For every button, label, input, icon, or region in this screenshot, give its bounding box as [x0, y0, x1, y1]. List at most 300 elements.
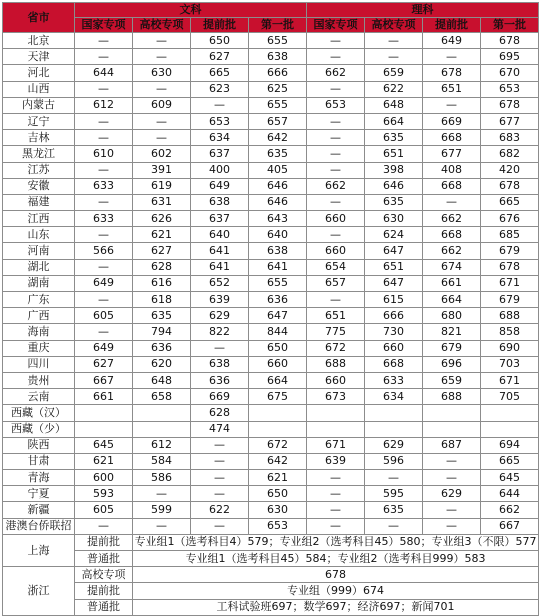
table-body — [3, 33, 539, 616]
score-cell-arts-early: 652 — [191, 275, 249, 291]
score-cell-science-early: 661 — [423, 275, 481, 291]
score-cell-arts-first: 653 — [249, 518, 307, 534]
province-name: 江苏 — [3, 162, 75, 178]
score-cell-science-university: 630 — [365, 211, 423, 227]
score-cell-arts-national: — — [75, 324, 133, 340]
score-cell-arts-national — [75, 405, 133, 421]
province-name: 广东 — [3, 292, 75, 308]
score-cell-science-university: 635 — [365, 194, 423, 210]
score-cell-science-university: 646 — [365, 178, 423, 194]
table-row — [3, 259, 539, 275]
score-cell-science-early: 696 — [423, 356, 481, 372]
province-name: 广西 — [3, 308, 75, 324]
score-cell-science-national: — — [307, 194, 365, 210]
score-cell-arts-national: — — [75, 292, 133, 308]
score-cell-science-first: 671 — [481, 372, 539, 388]
score-cell-science-university: — — [365, 33, 423, 49]
score-cell-science-first: 694 — [481, 437, 539, 453]
score-cell-arts-university: 626 — [133, 211, 191, 227]
score-cell-arts-early: 638 — [191, 194, 249, 210]
score-cell-arts-first: 646 — [249, 194, 307, 210]
province-name: 云南 — [3, 389, 75, 405]
score-cell-science-early: 662 — [423, 211, 481, 227]
score-cell-arts-first: 650 — [249, 340, 307, 356]
table-row — [3, 97, 539, 113]
score-cell-science-early: — — [423, 518, 481, 534]
score-cell-arts-early: 669 — [191, 389, 249, 405]
province-name: 宁夏 — [3, 486, 75, 502]
score-cell-arts-early: 628 — [191, 405, 249, 421]
score-cell-science-national: — — [307, 49, 365, 65]
score-cell-arts-early: 637 — [191, 211, 249, 227]
zhejiang-regular-note: 工科试验班697；数学697；经济697；新闻701 — [133, 599, 539, 615]
header-science-early: 提前批 — [423, 18, 481, 33]
score-cell-arts-national: 667 — [75, 372, 133, 388]
score-cell-science-early: — — [423, 49, 481, 65]
score-cell-science-first: 678 — [481, 97, 539, 113]
score-cell-science-national: — — [307, 292, 365, 308]
score-cell-arts-national: — — [75, 194, 133, 210]
table-row — [3, 243, 539, 259]
header-arts-first: 第一批 — [249, 18, 307, 33]
score-cell-arts-national: 627 — [75, 356, 133, 372]
shanghai-regular-label: 普通批 — [75, 551, 133, 567]
score-cell-science-first: 679 — [481, 292, 539, 308]
zhejiang-university-label: 高校专项 — [75, 567, 133, 583]
score-cell-science-early: 677 — [423, 146, 481, 162]
score-cell-science-national: — — [307, 502, 365, 518]
score-cell-arts-national: 610 — [75, 146, 133, 162]
score-cell-arts-early: — — [191, 97, 249, 113]
score-cell-science-university: 635 — [365, 502, 423, 518]
header-group-science: 理科 — [307, 3, 539, 18]
score-cell-science-national: 657 — [307, 275, 365, 291]
score-cell-arts-university: 794 — [133, 324, 191, 340]
province-name: 江西 — [3, 211, 75, 227]
score-cell-arts-early: 636 — [191, 372, 249, 388]
score-cell-arts-first: 638 — [249, 49, 307, 65]
score-cell-science-national — [307, 421, 365, 437]
score-cell-science-national: — — [307, 113, 365, 129]
table-row — [3, 227, 539, 243]
table-row — [3, 81, 539, 97]
score-cell-science-university — [365, 421, 423, 437]
score-cell-arts-first: 655 — [249, 97, 307, 113]
score-cell-arts-first — [249, 421, 307, 437]
score-cell-science-early: 649 — [423, 33, 481, 49]
table-row — [3, 372, 539, 388]
score-cell-science-first: 645 — [481, 470, 539, 486]
score-cell-science-national: — — [307, 470, 365, 486]
score-cell-science-first: 690 — [481, 340, 539, 356]
province-name: 山东 — [3, 227, 75, 243]
score-cell-arts-first: 666 — [249, 65, 307, 81]
score-cell-arts-early: 640 — [191, 227, 249, 243]
score-cell-arts-national: 566 — [75, 243, 133, 259]
score-cell-arts-university: 612 — [133, 437, 191, 453]
score-cell-arts-university: 586 — [133, 470, 191, 486]
score-cell-science-national: 775 — [307, 324, 365, 340]
header-science-national: 国家专项 — [307, 18, 365, 33]
zhejiang-university-note: 678 — [133, 567, 539, 583]
score-cell-arts-early: 653 — [191, 113, 249, 129]
score-cell-science-early: 679 — [423, 340, 481, 356]
score-cell-arts-early: 649 — [191, 178, 249, 194]
score-cell-science-first: 695 — [481, 49, 539, 65]
score-cell-arts-national: 621 — [75, 453, 133, 469]
score-cell-science-national: — — [307, 486, 365, 502]
province-name: 贵州 — [3, 372, 75, 388]
shanghai-regular-note: 专业组1（选考科目45）584；专业组2（选考科目999）583 — [133, 551, 539, 567]
score-cell-science-first: 420 — [481, 162, 539, 178]
score-cell-arts-first: 638 — [249, 243, 307, 259]
score-cell-arts-early: 474 — [191, 421, 249, 437]
score-cell-arts-first: 675 — [249, 389, 307, 405]
province-name: 河南 — [3, 243, 75, 259]
score-cell-science-early — [423, 421, 481, 437]
province-name: 重庆 — [3, 340, 75, 356]
table-row — [3, 437, 539, 453]
score-cell-arts-university: 619 — [133, 178, 191, 194]
table-row — [3, 389, 539, 405]
score-cell-science-early: 629 — [423, 486, 481, 502]
score-cell-science-national: 660 — [307, 243, 365, 259]
score-cell-science-university: 664 — [365, 113, 423, 129]
score-cell-arts-university: — — [133, 518, 191, 534]
header-row-groups — [3, 3, 539, 18]
score-cell-science-first: 679 — [481, 243, 539, 259]
province-name: 河北 — [3, 65, 75, 81]
score-cell-science-early: 662 — [423, 243, 481, 259]
score-cell-arts-first: 635 — [249, 146, 307, 162]
score-cell-arts-university: 391 — [133, 162, 191, 178]
table-row — [3, 65, 539, 81]
score-cell-science-first: 858 — [481, 324, 539, 340]
province-name: 吉林 — [3, 130, 75, 146]
score-cell-science-first: 682 — [481, 146, 539, 162]
score-cell-science-university: 629 — [365, 437, 423, 453]
score-cell-arts-early: — — [191, 453, 249, 469]
score-cell-science-university: 398 — [365, 162, 423, 178]
score-cell-science-university: 596 — [365, 453, 423, 469]
score-cell-arts-first: 655 — [249, 33, 307, 49]
score-cell-arts-first: 642 — [249, 130, 307, 146]
score-cell-arts-first: 660 — [249, 356, 307, 372]
score-cell-arts-university: 628 — [133, 259, 191, 275]
score-cell-science-national: — — [307, 162, 365, 178]
table-row — [3, 356, 539, 372]
score-cell-arts-university: 621 — [133, 227, 191, 243]
province-name: 内蒙古 — [3, 97, 75, 113]
score-cell-science-early: — — [423, 502, 481, 518]
score-cell-science-national: 662 — [307, 178, 365, 194]
zhejiang-regular-label: 普通批 — [75, 599, 133, 615]
score-cell-science-national: 639 — [307, 453, 365, 469]
table-row — [3, 211, 539, 227]
shanghai-early-label: 提前批 — [75, 534, 133, 550]
score-cell-arts-first: 655 — [249, 275, 307, 291]
score-cell-science-university: — — [365, 518, 423, 534]
score-cell-science-first: 683 — [481, 130, 539, 146]
table-row — [3, 405, 539, 421]
zhejiang-early-label: 提前批 — [75, 583, 133, 599]
score-cell-arts-national: 605 — [75, 502, 133, 518]
score-cell-science-university: 651 — [365, 259, 423, 275]
score-cell-arts-first: 647 — [249, 308, 307, 324]
score-cell-arts-first: 657 — [249, 113, 307, 129]
score-cell-arts-first: 625 — [249, 81, 307, 97]
score-cell-science-national: — — [307, 227, 365, 243]
province-name: 北京 — [3, 33, 75, 49]
score-cell-science-early: 651 — [423, 81, 481, 97]
score-cell-science-early: 668 — [423, 227, 481, 243]
score-cell-arts-national: 644 — [75, 65, 133, 81]
province-name: 天津 — [3, 49, 75, 65]
province-name: 山西 — [3, 81, 75, 97]
score-cell-arts-early: — — [191, 437, 249, 453]
score-cell-science-early: 669 — [423, 113, 481, 129]
score-cell-science-early: 688 — [423, 389, 481, 405]
score-cell-arts-first: 405 — [249, 162, 307, 178]
score-cell-science-university: 668 — [365, 356, 423, 372]
score-cell-arts-university: 602 — [133, 146, 191, 162]
shanghai-row-regular — [3, 551, 539, 567]
score-cell-science-first: 677 — [481, 113, 539, 129]
score-cell-arts-national: — — [75, 81, 133, 97]
score-cell-arts-early: 638 — [191, 356, 249, 372]
table-row — [3, 49, 539, 65]
table-row — [3, 130, 539, 146]
score-cell-arts-first — [249, 405, 307, 421]
score-cell-arts-early: 637 — [191, 146, 249, 162]
score-cell-science-national: 660 — [307, 372, 365, 388]
score-cell-arts-university: — — [133, 113, 191, 129]
province-name: 西藏（汉） — [3, 405, 75, 421]
score-cell-science-university: 634 — [365, 389, 423, 405]
score-cell-science-university: 615 — [365, 292, 423, 308]
score-cell-arts-university: — — [133, 486, 191, 502]
score-cell-arts-first: 621 — [249, 470, 307, 486]
score-cell-science-early: 408 — [423, 162, 481, 178]
score-cell-arts-national — [75, 421, 133, 437]
province-name: 新疆 — [3, 502, 75, 518]
score-cell-arts-first: 672 — [249, 437, 307, 453]
score-cell-science-early — [423, 405, 481, 421]
score-cell-science-first: 653 — [481, 81, 539, 97]
score-cell-science-first: 670 — [481, 65, 539, 81]
header-arts-early: 提前批 — [191, 18, 249, 33]
score-cell-science-university: 622 — [365, 81, 423, 97]
score-cell-science-university: 648 — [365, 97, 423, 113]
score-cell-arts-first: 643 — [249, 211, 307, 227]
table-row — [3, 162, 539, 178]
score-cell-arts-university: 599 — [133, 502, 191, 518]
province-name: 海南 — [3, 324, 75, 340]
score-cell-arts-first: 664 — [249, 372, 307, 388]
score-cell-science-early: 678 — [423, 65, 481, 81]
score-cell-arts-first: 844 — [249, 324, 307, 340]
province-zhejiang: 浙江 — [3, 567, 75, 616]
score-cell-arts-university: 584 — [133, 453, 191, 469]
score-cell-science-first: 671 — [481, 275, 539, 291]
score-cell-science-national: — — [307, 146, 365, 162]
table-row — [3, 470, 539, 486]
score-cell-science-national: — — [307, 518, 365, 534]
score-cell-arts-national: — — [75, 49, 133, 65]
score-cell-arts-national: — — [75, 259, 133, 275]
header-arts-national: 国家专项 — [75, 18, 133, 33]
score-cell-arts-national: — — [75, 33, 133, 49]
score-cell-arts-national: — — [75, 227, 133, 243]
table-row — [3, 146, 539, 162]
score-cell-arts-early: 634 — [191, 130, 249, 146]
score-cell-arts-early: — — [191, 486, 249, 502]
score-cell-science-early: 674 — [423, 259, 481, 275]
shanghai-row-early — [3, 534, 539, 550]
score-cell-arts-first: 641 — [249, 259, 307, 275]
score-cell-arts-university: 648 — [133, 372, 191, 388]
score-cell-arts-early: 641 — [191, 259, 249, 275]
score-cell-arts-university — [133, 405, 191, 421]
score-cell-arts-national: — — [75, 518, 133, 534]
score-cell-arts-university: 658 — [133, 389, 191, 405]
admission-score-table — [2, 2, 539, 616]
score-cell-science-first: 676 — [481, 211, 539, 227]
zhejiang-row-regular — [3, 599, 539, 615]
table-row — [3, 308, 539, 324]
score-cell-arts-first: 646 — [249, 178, 307, 194]
table-row — [3, 453, 539, 469]
score-cell-arts-university: 635 — [133, 308, 191, 324]
score-cell-arts-university — [133, 421, 191, 437]
table-row — [3, 194, 539, 210]
province-name: 福建 — [3, 194, 75, 210]
score-cell-science-university: 647 — [365, 243, 423, 259]
score-cell-arts-university: 627 — [133, 243, 191, 259]
score-cell-science-national: 688 — [307, 356, 365, 372]
score-cell-science-national: 654 — [307, 259, 365, 275]
table-row — [3, 502, 539, 518]
table-row — [3, 324, 539, 340]
score-cell-science-first: 662 — [481, 502, 539, 518]
score-cell-arts-university: 620 — [133, 356, 191, 372]
score-cell-arts-early: 629 — [191, 308, 249, 324]
score-cell-science-university: 730 — [365, 324, 423, 340]
score-cell-arts-university: — — [133, 130, 191, 146]
score-cell-arts-first: 650 — [249, 486, 307, 502]
score-cell-science-national: — — [307, 81, 365, 97]
score-cell-arts-early: 639 — [191, 292, 249, 308]
score-cell-arts-university: 616 — [133, 275, 191, 291]
score-cell-science-university: 595 — [365, 486, 423, 502]
table-row — [3, 275, 539, 291]
score-cell-science-first: 678 — [481, 178, 539, 194]
score-cell-arts-university: — — [133, 33, 191, 49]
table-row — [3, 33, 539, 49]
score-cell-arts-national: — — [75, 162, 133, 178]
score-cell-science-university: — — [365, 49, 423, 65]
score-cell-science-first: 703 — [481, 356, 539, 372]
score-cell-science-university — [365, 405, 423, 421]
table-row — [3, 340, 539, 356]
province-shanghai: 上海 — [3, 534, 75, 566]
score-cell-science-national: 651 — [307, 308, 365, 324]
table-row — [3, 292, 539, 308]
score-cell-science-national: 662 — [307, 65, 365, 81]
score-cell-science-national: 672 — [307, 340, 365, 356]
province-name: 安徽 — [3, 178, 75, 194]
score-cell-arts-early: 627 — [191, 49, 249, 65]
score-cell-science-university: 666 — [365, 308, 423, 324]
score-cell-arts-university: — — [133, 81, 191, 97]
shanghai-early-note: 专业组1（选考科目4）579；专业组2（选考科目45）580；专业组3（不限）577 — [133, 534, 539, 550]
score-cell-arts-national: 649 — [75, 275, 133, 291]
score-cell-arts-early: 822 — [191, 324, 249, 340]
score-cell-science-early: 668 — [423, 178, 481, 194]
score-cell-science-early: — — [423, 470, 481, 486]
score-table-container — [2, 2, 538, 616]
header-group-arts: 文科 — [75, 3, 307, 18]
province-name: 黑龙江 — [3, 146, 75, 162]
score-cell-science-first: 644 — [481, 486, 539, 502]
score-cell-science-first: 705 — [481, 389, 539, 405]
score-cell-science-early: 821 — [423, 324, 481, 340]
score-cell-science-national: — — [307, 130, 365, 146]
score-cell-arts-national: — — [75, 130, 133, 146]
score-cell-arts-national: — — [75, 113, 133, 129]
score-cell-science-early: 659 — [423, 372, 481, 388]
score-cell-science-early: — — [423, 194, 481, 210]
table-row — [3, 421, 539, 437]
score-cell-arts-early: — — [191, 518, 249, 534]
score-cell-science-early: 664 — [423, 292, 481, 308]
score-cell-science-early: — — [423, 453, 481, 469]
score-cell-science-national: 653 — [307, 97, 365, 113]
header-row-batches — [3, 18, 539, 33]
score-cell-arts-early: 623 — [191, 81, 249, 97]
score-cell-science-university: 647 — [365, 275, 423, 291]
header-science-university: 高校专项 — [365, 18, 423, 33]
score-cell-science-national: — — [307, 33, 365, 49]
score-cell-science-early: 687 — [423, 437, 481, 453]
score-cell-science-university: 659 — [365, 65, 423, 81]
score-cell-arts-national: 612 — [75, 97, 133, 113]
province-name: 四川 — [3, 356, 75, 372]
score-cell-arts-national: 593 — [75, 486, 133, 502]
score-cell-science-university: — — [365, 470, 423, 486]
score-cell-arts-national: 661 — [75, 389, 133, 405]
province-name: 甘肃 — [3, 453, 75, 469]
table-row — [3, 486, 539, 502]
score-cell-arts-first: 636 — [249, 292, 307, 308]
table-row — [3, 113, 539, 129]
score-cell-arts-national: 645 — [75, 437, 133, 453]
zhejiang-early-note: 专业组（999）674 — [133, 583, 539, 599]
score-cell-arts-early: 400 — [191, 162, 249, 178]
table-row — [3, 518, 539, 534]
score-cell-science-university: 651 — [365, 146, 423, 162]
score-cell-arts-first: 642 — [249, 453, 307, 469]
score-cell-arts-university: — — [133, 49, 191, 65]
score-cell-arts-early: — — [191, 340, 249, 356]
province-name: 西藏（少） — [3, 421, 75, 437]
zhejiang-row-university — [3, 567, 539, 583]
score-cell-arts-university: 609 — [133, 97, 191, 113]
score-cell-science-first: 685 — [481, 227, 539, 243]
score-cell-science-university: 624 — [365, 227, 423, 243]
province-name: 陕西 — [3, 437, 75, 453]
score-cell-science-first — [481, 421, 539, 437]
